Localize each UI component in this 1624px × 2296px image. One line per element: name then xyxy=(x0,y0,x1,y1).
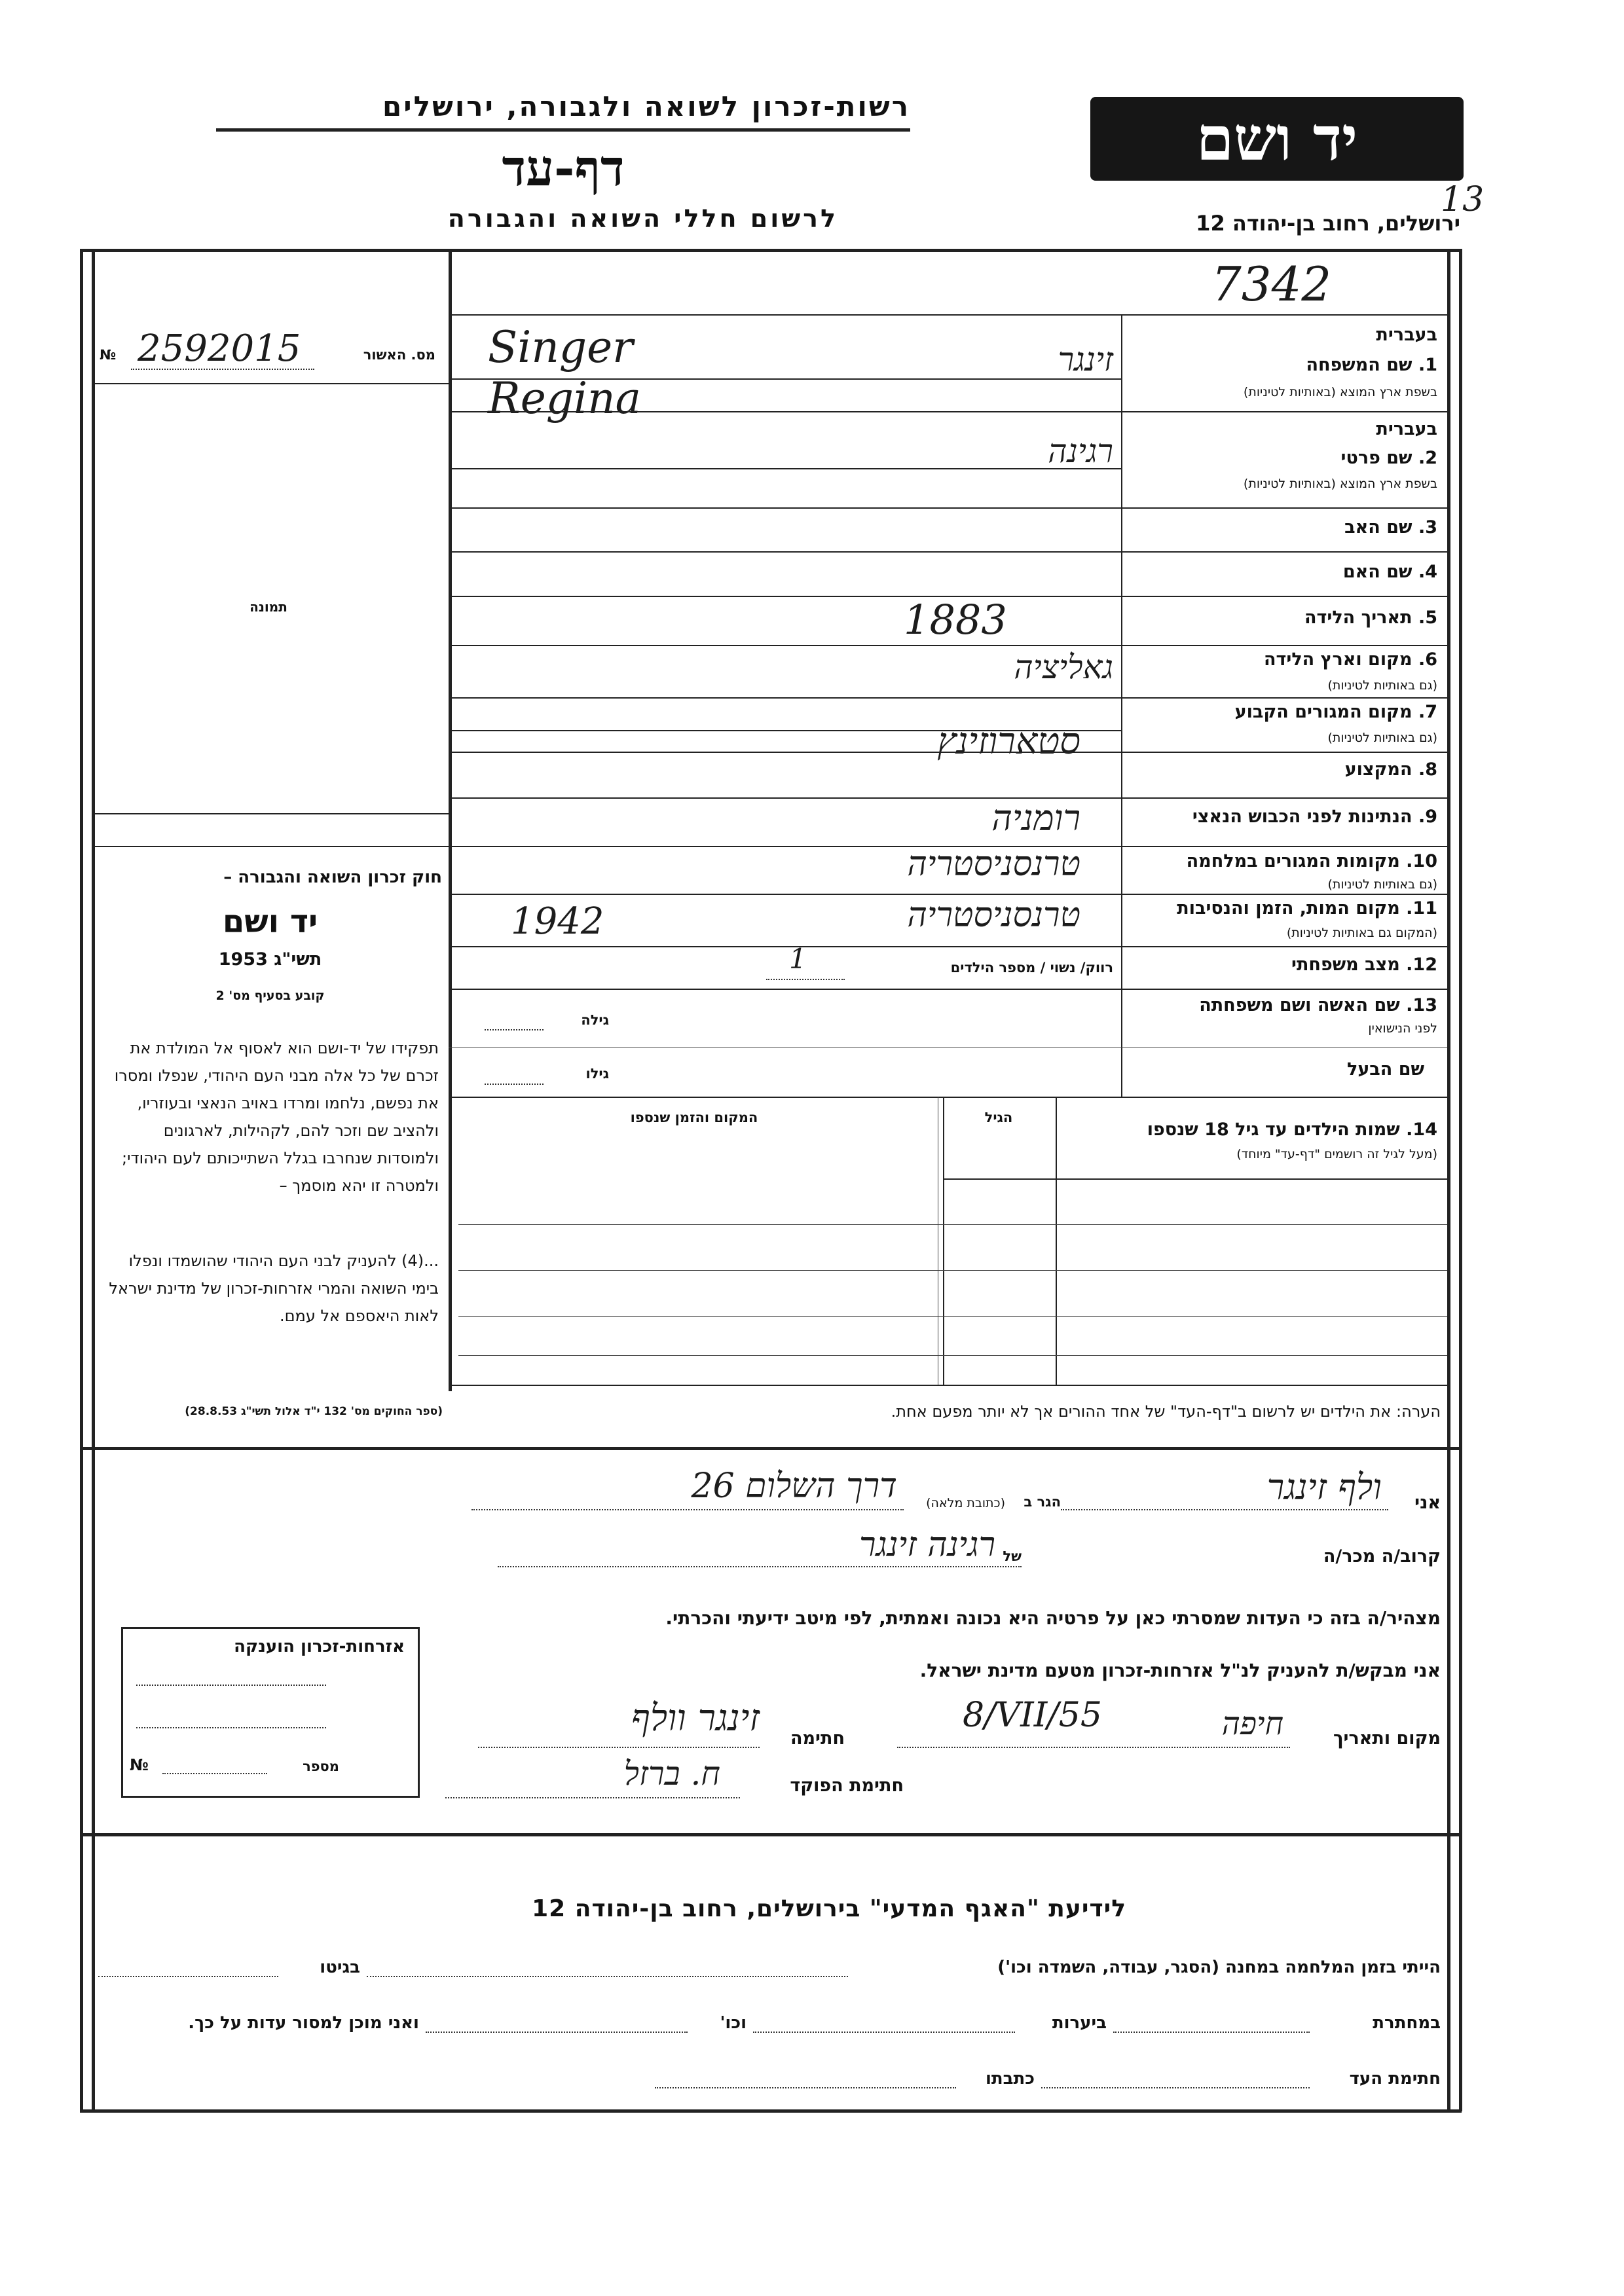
declaration-top xyxy=(80,1447,1462,1450)
field-14-title: שמות הילדים עד גיל 18 שנספו xyxy=(1147,1120,1400,1140)
row-sep-2a xyxy=(449,468,1121,469)
field-6-num: 6. xyxy=(1418,649,1437,670)
field-1-value-he[interactable]: זינגר xyxy=(1058,340,1113,378)
decl-residing-label: הגר ב xyxy=(1024,1494,1061,1510)
field-6-sub: (גם באותיות לטיניות) xyxy=(1327,678,1437,693)
footer-etc-label: וכו' xyxy=(720,2013,747,2033)
photo-top xyxy=(92,383,449,384)
decl-officer-label: חתימת הפוקד xyxy=(790,1776,904,1796)
footer-address-fill xyxy=(655,2087,956,2088)
footer-witness-sig-fill xyxy=(1041,2087,1310,2088)
corner-note: 13 xyxy=(1441,180,1485,219)
children-row-1b xyxy=(458,1224,1447,1225)
row-sep-1 xyxy=(449,411,1447,412)
field-11-sub: (המקום גם באותיות לטיניות) xyxy=(1286,926,1437,940)
field-10-sub: (גם באותיות לטיניות) xyxy=(1327,877,1437,892)
row-sep-2 xyxy=(449,507,1447,509)
frame-left xyxy=(80,249,83,2111)
field-11-year[interactable]: 1942 xyxy=(511,900,604,943)
field-5-title: תאריך הלידה xyxy=(1304,608,1412,628)
label-col-divider xyxy=(1121,314,1122,1097)
yad-vashem-logo xyxy=(1090,97,1464,181)
field-8-num: 8. xyxy=(1418,759,1437,780)
footer-camp-line: הייתי בזמן המלחמה במחנה (הסגר, עבודה, השמדה וכו') xyxy=(997,1958,1441,1977)
row-sep-11 xyxy=(449,946,1447,947)
field-11-value[interactable]: טרנסניסטריה xyxy=(907,896,1080,935)
field-2-num: 2. xyxy=(1418,448,1437,468)
field-1-sub: בשפת ארץ המוצא (באותיות לטיניות) xyxy=(1243,385,1437,399)
decl-relation-line xyxy=(498,1566,1022,1567)
field-7-label xyxy=(1130,702,1437,722)
row-sep-7a xyxy=(449,730,1121,731)
husband-age-label: גילו xyxy=(585,1066,609,1082)
row-sep-5 xyxy=(449,645,1447,646)
field-9-value[interactable]: רומניה xyxy=(991,797,1080,839)
left-col-divider xyxy=(449,249,452,1391)
citizenship-title: אזרחות-זכרון הוענקה xyxy=(234,1637,405,1656)
field-1-value-latin[interactable]: Singer xyxy=(488,322,633,373)
field-6-title: מקום וארץ הלידה xyxy=(1263,649,1412,670)
footer-ghetto-fill xyxy=(98,1976,278,1977)
children-row-4 xyxy=(458,1355,1447,1356)
field-2-value-latin[interactable]: Regina xyxy=(488,373,641,424)
hebrew-label-1: בעברית xyxy=(1376,325,1437,345)
field-3-num: 3. xyxy=(1418,517,1437,538)
field-8-label xyxy=(1130,759,1437,780)
footer-ghetto-label: בגיטו xyxy=(320,1958,360,1977)
field-13-label xyxy=(1130,995,1437,1015)
row-sep-6 xyxy=(449,697,1447,699)
confirmation-number: 2592015 xyxy=(138,327,301,370)
field-10-title: מקומות המגורים במלחמה xyxy=(1186,851,1400,871)
row-sep-7 xyxy=(449,752,1447,753)
frame-left-inner xyxy=(92,249,95,2111)
field-11-num: 11. xyxy=(1406,898,1437,919)
field-4-label xyxy=(1130,562,1437,582)
field-13-title: שם האשה ושם משפחתה xyxy=(1199,995,1400,1015)
field-12-label xyxy=(1130,955,1437,975)
field-14-label xyxy=(1058,1120,1437,1140)
hebrew-label-2: בעברית xyxy=(1376,419,1437,439)
footer-underground-label: במחתרת xyxy=(1373,2013,1441,2033)
decl-of-label: של xyxy=(1003,1548,1022,1564)
record-number: 7342 xyxy=(1211,257,1332,312)
form-subtitle: לרשום חללי השואה והגבורה xyxy=(447,204,838,233)
children-col-2 xyxy=(943,1097,944,1385)
decl-i-label: אני xyxy=(1414,1493,1441,1513)
confirmation-label: מס. האשור xyxy=(363,347,435,363)
field-2-value-he[interactable]: רגינה xyxy=(1048,432,1113,470)
field-2-sub: בשפת ארץ המוצא (באותיות לטיניות) xyxy=(1243,477,1437,491)
decl-date[interactable]: 8/VII/55 xyxy=(963,1696,1102,1735)
footer-witness-sig-label: חתימת העד xyxy=(1349,2069,1441,2088)
field-1-title: שם המשפחה xyxy=(1306,355,1412,375)
field-10-num: 10. xyxy=(1406,851,1437,871)
children-place-header: המקום והזמן שנספו xyxy=(630,1110,758,1125)
field-2-label xyxy=(1130,448,1437,468)
header-rule xyxy=(216,128,910,132)
field-9-label xyxy=(1130,807,1437,827)
law-text-2: ...(4) להעניק לבני העם היהודי שהושמדו ונפלו בימי השואה והמרי אזרחות-זכרון של מדינת ישראל לאות היאספם אל עמם. xyxy=(109,1252,439,1325)
children-bottom xyxy=(449,1385,1447,1386)
decl-place[interactable]: חיפה xyxy=(1221,1705,1283,1742)
footer-address-label: כתבתו xyxy=(985,2069,1035,2088)
field-8-title: המקצוע xyxy=(1344,759,1412,780)
row-sep-husband xyxy=(449,1097,1447,1098)
decl-relation-value[interactable]: רגינה זינגר xyxy=(859,1525,995,1565)
field-5-label xyxy=(1130,608,1437,628)
citizenship-line-1 xyxy=(136,1685,326,1686)
field-3-title: שם האב xyxy=(1344,517,1412,538)
citizenship-no-mark: № xyxy=(130,1756,149,1774)
field-11-label xyxy=(1130,898,1437,919)
marital-status-options: רווק/ נשוי / מספר הילדים xyxy=(950,960,1113,975)
law-name: יד ושם xyxy=(222,903,318,940)
row-sep-3 xyxy=(449,551,1447,553)
children-row-2 xyxy=(458,1270,1447,1271)
field-5-value[interactable]: 1883 xyxy=(904,596,1007,644)
decl-name-line xyxy=(1061,1509,1388,1510)
citizenship-line-2 xyxy=(136,1727,326,1728)
footer-forests-label: ביערות xyxy=(1052,2013,1107,2033)
field-10-value[interactable]: טרנסניסטריה xyxy=(907,845,1080,884)
law-title: חוק זכרון השואה והגבורה – xyxy=(223,867,442,887)
field-5-num: 5. xyxy=(1418,608,1437,628)
law-text-1: תפקידו של יד-ושם הוא לאסוף אל המולדת את זכרם של כל אלה מבני העם היהודי, שנפלו ומסרו את נפשם, נלחמו ומרדו באויב הנאצי ובעוזריו, ולהציב שם וזכר להם, לקהילות, לארגונים ולמוסדות שנחרבו בגלל השתייכותם לעם היהודי; ולמטרה זו יהא מוסמך – xyxy=(114,1039,439,1195)
no-mark: № xyxy=(100,347,117,363)
field-12-title: מצב משפחתי xyxy=(1291,955,1400,975)
frame-bottom xyxy=(80,2109,1462,2113)
wife-age-line xyxy=(485,1029,544,1030)
wife-age-label: גילה xyxy=(581,1012,609,1028)
frame-top xyxy=(80,249,1462,252)
children-count-line xyxy=(766,979,845,980)
children-note: הערה: את הילדים יש לרשום ב"דף-העד" של אחד ההורים אך לא יותר מפעם אחת. xyxy=(891,1402,1441,1421)
law-year: תשי"ג 1953 xyxy=(218,949,322,970)
field-6-value[interactable]: גאליציה xyxy=(1014,648,1113,686)
footer-camp-fill xyxy=(367,1976,848,1977)
field-11-title: מקום המות, הזמן והנסיבות xyxy=(1177,898,1400,919)
footer-etc-fill xyxy=(426,2032,688,2033)
field-13-sub: לפני הנישואין xyxy=(1368,1021,1437,1036)
logo-text: יד ושם xyxy=(1196,103,1358,174)
field-7-title: מקום המגורים הקבוע xyxy=(1234,702,1412,722)
field-9-title: הנתינות לפני הכבוש הנאצי xyxy=(1192,807,1412,827)
frame-right xyxy=(1459,249,1462,2111)
children-count[interactable]: 1 xyxy=(789,943,807,975)
field-14-num: 14. xyxy=(1406,1120,1437,1140)
decl-full-address-label: (כתובת מלאה) xyxy=(926,1496,1005,1510)
field-1-num: 1. xyxy=(1418,355,1437,375)
decl-officer-signature[interactable]: ח. ברזל xyxy=(623,1755,720,1793)
children-age-header: הגיל xyxy=(984,1110,1013,1125)
decl-officer-line xyxy=(445,1797,740,1798)
field-2-title: שם פרטי xyxy=(1340,448,1412,468)
field-12-num: 12. xyxy=(1406,955,1437,975)
decl-place-date-label: מקום ותאריך xyxy=(1333,1728,1441,1749)
field-7-num: 7. xyxy=(1418,702,1437,722)
row-sep-12 xyxy=(449,989,1447,990)
footer-ready-label: ואני מוכן למסור עדות על כך. xyxy=(188,2013,419,2033)
footer-forests-fill xyxy=(753,2032,1015,2033)
decl-relative-label: קרוב/ה מכר/ה xyxy=(1323,1546,1441,1567)
citizenship-box xyxy=(121,1627,420,1798)
decl-request: אני מבקש/ת להעניק לנ"ל אזרחות-זכרון מטעם מדינת ישראל. xyxy=(919,1660,1441,1681)
field-14-sub: (מעל לגיל זה רושמים "דף-עד" מיוחד) xyxy=(1236,1147,1437,1161)
decl-address-line xyxy=(471,1509,904,1510)
decl-place-date-line xyxy=(897,1747,1290,1748)
field-4-title: שם האם xyxy=(1342,562,1412,582)
photo-bottom xyxy=(92,813,449,814)
decl-signature[interactable]: זינגר וולף xyxy=(631,1697,760,1740)
field-7-sub: (גם באותיות לטיניות) xyxy=(1327,731,1437,745)
children-col-1 xyxy=(1056,1097,1057,1385)
citizenship-number-label: מספר xyxy=(303,1758,339,1774)
row-sep-top xyxy=(449,314,1447,316)
field-9-num: 9. xyxy=(1418,807,1437,827)
address: ירושלים, רחוב בן-יהודה 12 xyxy=(1196,211,1460,236)
citizenship-number-line xyxy=(162,1773,267,1774)
field-10-label xyxy=(1130,851,1437,871)
row-sep-10 xyxy=(449,894,1447,895)
field-1-label xyxy=(1130,355,1437,375)
children-row-3 xyxy=(458,1316,1447,1317)
footer-title: לידיעת "האגף המדעי" בירושלים, רחוב בן-יהודה 12 xyxy=(532,1895,1126,1922)
husband-age-line xyxy=(485,1084,544,1085)
decl-signature-line xyxy=(478,1747,760,1748)
law-reference: (ספר החוקים מס' 132 י"ד אלול תשי"ג 28.8.53) xyxy=(185,1405,443,1418)
children-row-1 xyxy=(943,1178,1447,1180)
field-3-label xyxy=(1130,517,1437,538)
field-7-value[interactable]: סטארוזינץ xyxy=(937,720,1080,763)
form-title: דף-עד xyxy=(502,139,625,197)
authority-title: רשות-זכרון לשואה ולגבורה, ירושלים xyxy=(382,90,910,122)
photo-label: תמונה xyxy=(249,599,287,615)
footer-underground-fill xyxy=(1113,2032,1310,2033)
decl-witness-name[interactable]: ולף זינגר xyxy=(1266,1467,1382,1508)
decl-signature-label: חתימה xyxy=(790,1728,845,1749)
frame-right-inner xyxy=(1447,249,1450,2111)
footer-top xyxy=(80,1833,1462,1836)
decl-address[interactable]: דרך השלום 26 xyxy=(691,1467,897,1506)
field-4-num: 4. xyxy=(1418,562,1437,582)
field-13-num: 13. xyxy=(1406,995,1437,1015)
field-6-label xyxy=(1130,649,1437,670)
husband-label: שם הבעל xyxy=(1346,1059,1424,1080)
confirmation-line xyxy=(131,369,314,370)
decl-statement: מצהיר/ה בזה כי העדות שמסרתי כאן על פרטיה היא נכונה ואמתית, לפי מיטב ידיעתי והכרתי. xyxy=(665,1607,1441,1629)
law-clause: קובע בסעיף מס' 2 xyxy=(215,989,325,1003)
